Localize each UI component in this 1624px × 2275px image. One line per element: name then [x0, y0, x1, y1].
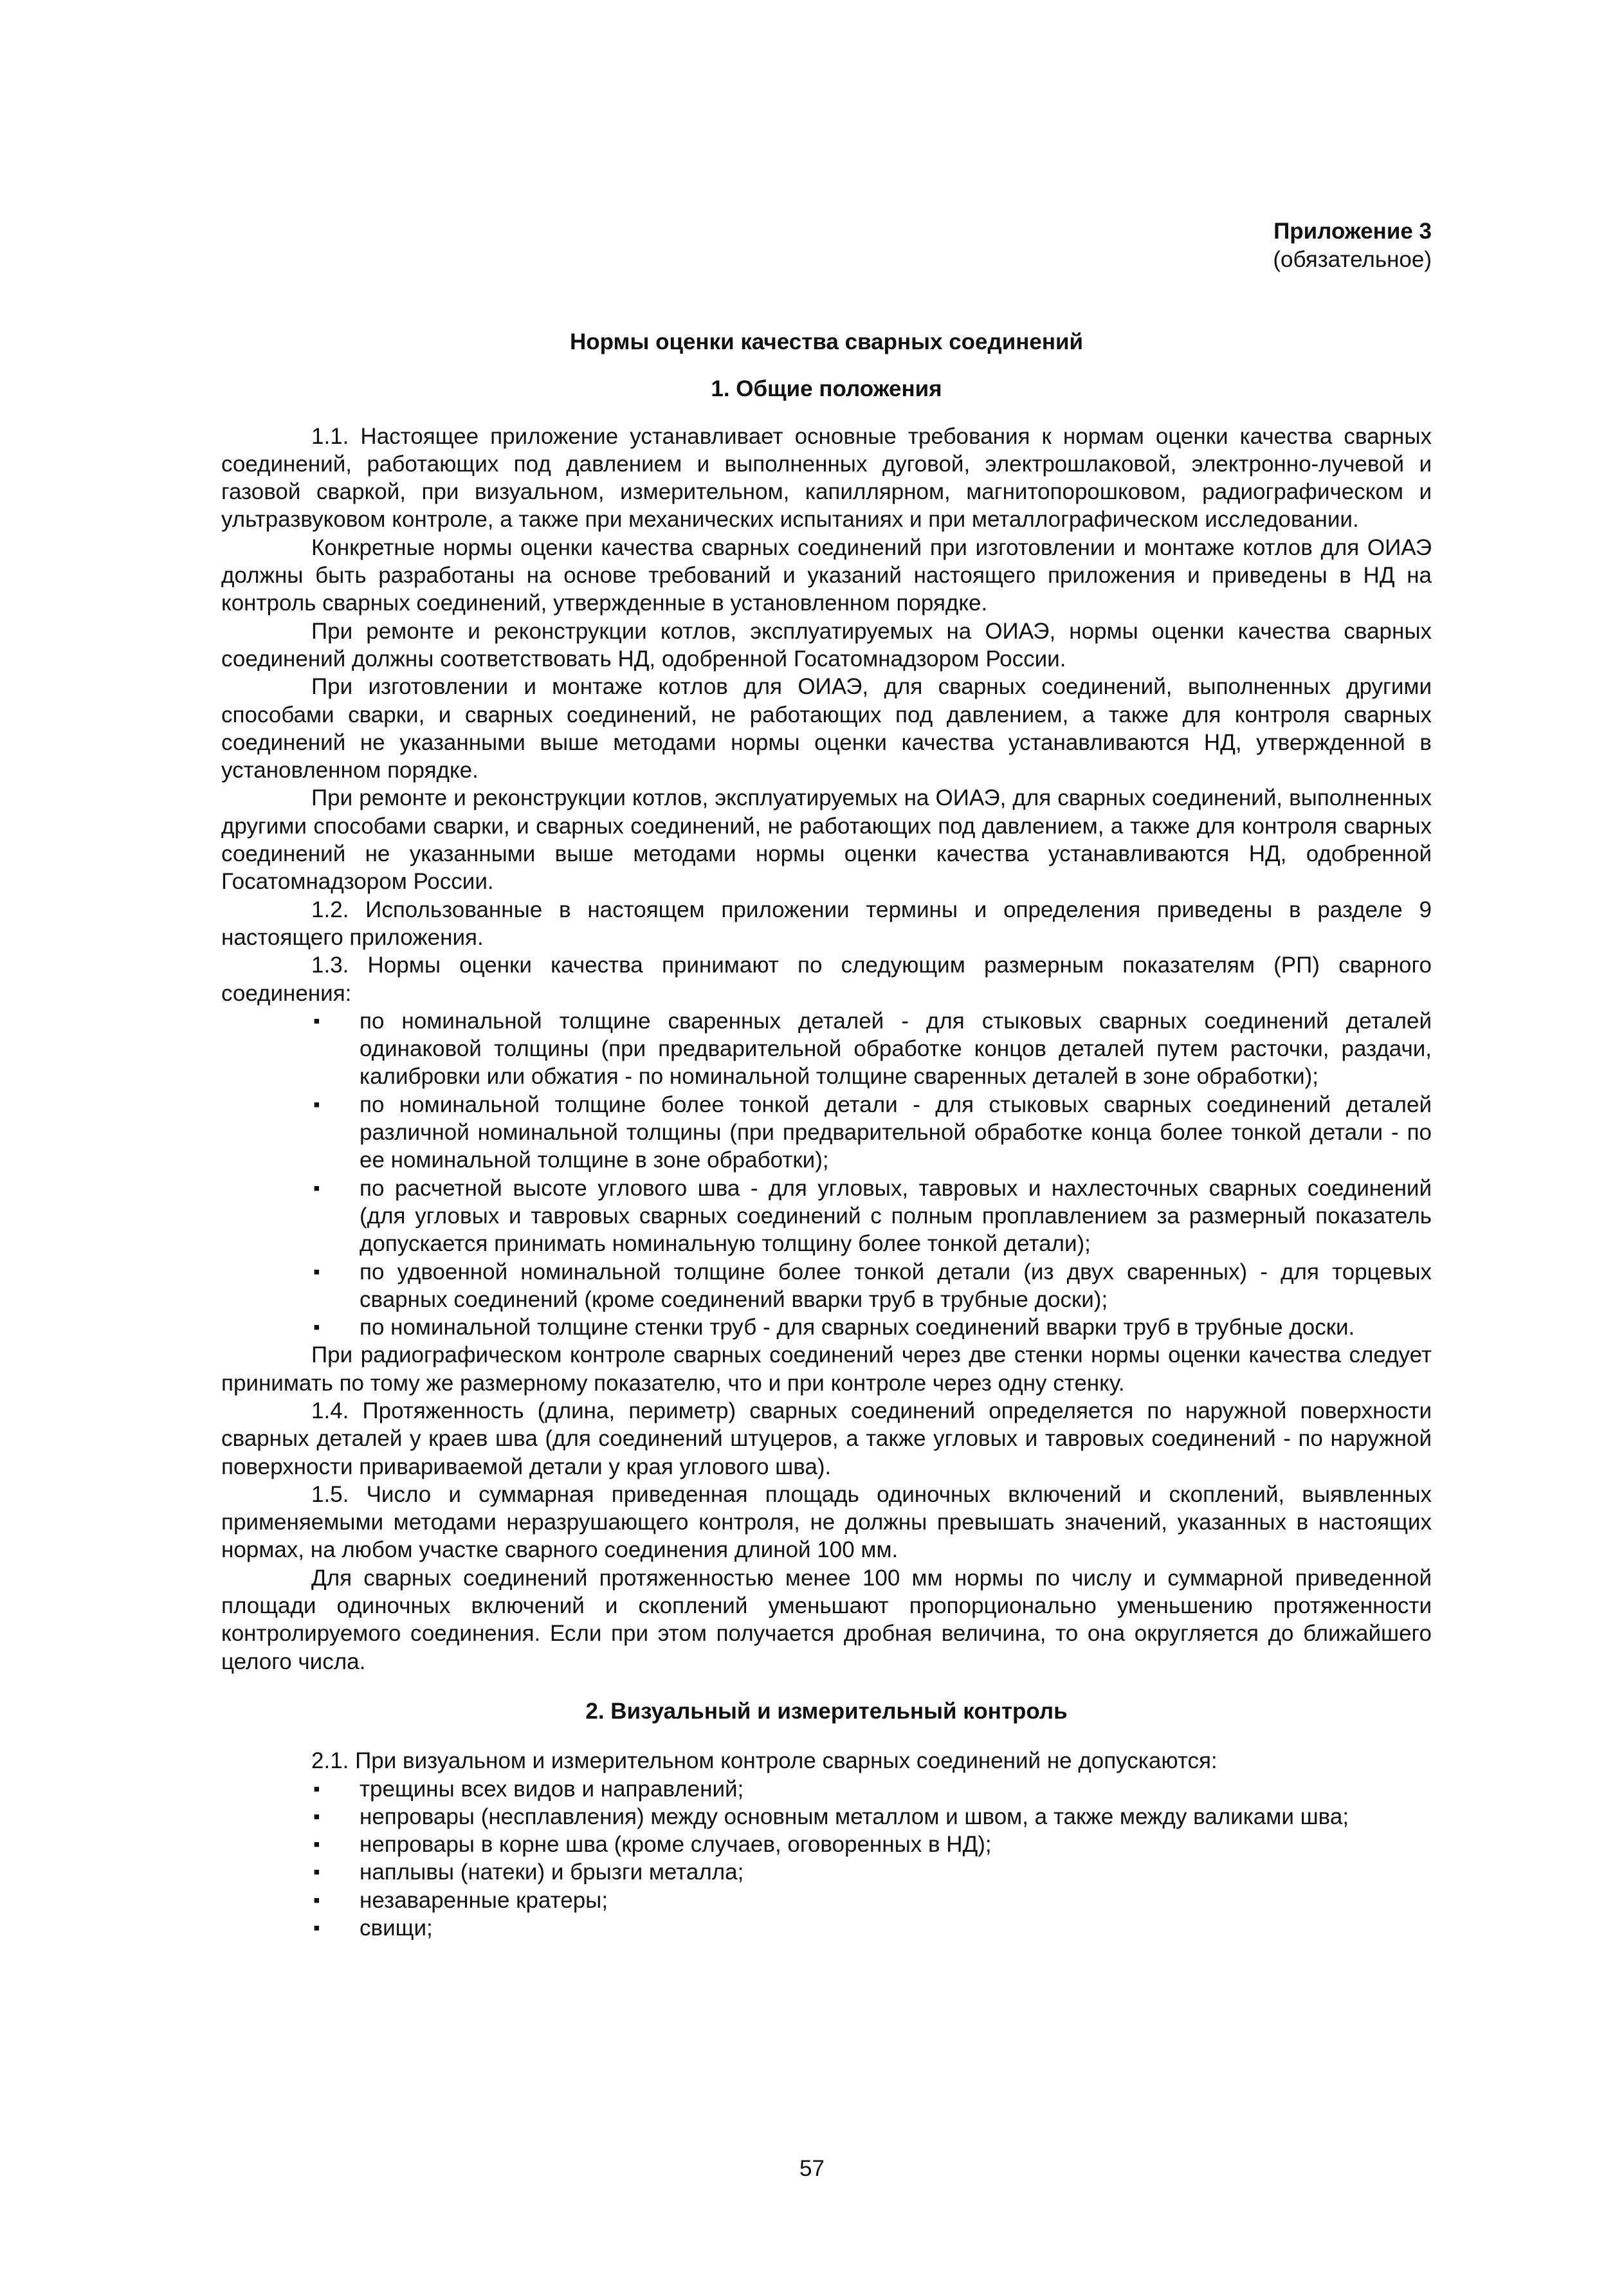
appendix-status: (обязательное): [1273, 247, 1432, 272]
defects-list: [221, 1775, 1432, 1942]
bullet-icon: ▪: [313, 1834, 320, 1856]
document-body: [221, 212, 1432, 1942]
list-item: [221, 1858, 1432, 1886]
list-item: [221, 1775, 1432, 1803]
paragraph-1-4: 1.4. Протяженность (длина, периметр) сварных соединений определяется по наружной поверхности сварных деталей у краев шва (для соединений штуцеров, а также угловых и тавровых соединений - по наружной поверхности привариваемой детали у края углового шва).: [221, 1398, 1432, 1479]
rp-list: [221, 1007, 1432, 1342]
paragraph-2-1: 2.1. При визуальном и измерительном контроле сварных соединений не допускаются:: [311, 1748, 1218, 1774]
bullet-icon: ▪: [313, 1261, 320, 1283]
bullet-icon: ▪: [313, 1889, 320, 1911]
paragraph-specific-norms: Конкретные нормы оценки качества сварных соединений при изготовлении и монтаже котлов для ОИАЭ должны быть разработаны на основе требований и указаний настоящего приложения и приведены в НД на контроль сварных соединений, утвержденные в установленном порядке.: [221, 534, 1432, 616]
list-item-text: незаваренные кратеры;: [360, 1887, 608, 1913]
list-item-text: по номинальной толщине сваренных деталей - для стыковых сварных соединений деталей одинаковой толщины (при предварительной обработке концов деталей путем расточки, раздачи, калибровки или обжатия - по номинальной толщине сваренных деталей в зоне обработки);: [360, 1008, 1432, 1090]
bullet-icon: ▪: [313, 1093, 320, 1115]
list-item: [221, 1174, 1432, 1258]
page-number: 57: [799, 2156, 825, 2181]
paragraph-radiographic: При радиографическом контроле сварных соединений через две стенки нормы оценки качества следует принимать по тому же размерному показателю, что и при контроле через одну стенку.: [221, 1342, 1432, 1396]
paragraph-repair-norms: При ремонте и реконструкции котлов, эксплуатируемых на ОИАЭ, нормы оценки качества сварных соединений должны соответствовать НД, одобренной Госатомнадзором России.: [221, 618, 1432, 672]
list-item: [221, 1007, 1432, 1091]
bullet-icon: ▪: [313, 1317, 320, 1339]
section-2-heading: 2. Визуальный и измерительный контроль: [585, 1698, 1068, 1724]
list-item-text: наплывы (натеки) и брызги металла;: [360, 1859, 744, 1885]
list-item-text: по номинальной толщине более тонкой детали - для стыковых сварных соединений деталей различной номинальной толщины (при предварительной обработке конца более тонкой детали - по ее номинальной толщине в зоне обработки);: [360, 1092, 1432, 1173]
paragraph-other-methods: При изготовлении и монтаже котлов для ОИАЭ, для сварных соединений, выполненных другими способами сварки, и сварных соединений, не работающих под давлением, а также для контроля сварных соединений не указанными выше методами нормы оценки качества устанавливаются НД, утвержденной в установленном порядке.: [221, 674, 1432, 783]
paragraph-short-joints: Для сварных соединений протяженностью менее 100 мм нормы по числу и суммарной приведенной площади одиночных включений и скоплений уменьшают пропорционально уменьшению протяженности контролируемого соединения. Если при этом получается дробная величина, то она округляется до ближайшего целого числа.: [221, 1565, 1432, 1674]
list-item-text: по номинальной толщине стенки труб - для сварных соединений вварки труб в трубные доски.: [360, 1315, 1355, 1340]
list-item-text: свищи;: [360, 1915, 433, 1941]
bullet-icon: ▪: [313, 1010, 320, 1032]
paragraph-1-1: 1.1. Настоящее приложение устанавливает основные требования к нормам оценки качества сварных соединений, работающих под давлением и выполненных дуговой, электрошлаковой, электронно-лучевой и газовой сваркой, при визуальном, измерительном, капиллярном, магнитопорошковом, радиографическом и ультразвуковом контроле, а также при механических испытаниях и при металлографическом исследовании.: [221, 423, 1432, 533]
list-item: [221, 1914, 1432, 1942]
bullet-icon: ▪: [313, 1778, 320, 1800]
list-item-text: по расчетной высоте углового шва - для угловых, тавровых и нахлесточных сварных соединений (для угловых и тавровых сварных соединений с полным проплавлением за размерный показатель допускается принимать номинальную толщину более тонкой детали);: [360, 1175, 1432, 1257]
bullet-icon: ▪: [313, 1861, 320, 1883]
bullet-icon: ▪: [313, 1177, 320, 1199]
paragraph-1-3: 1.3. Нормы оценки качества принимают по следующим размерным показателям (РП) сварного соединения:: [221, 953, 1432, 1006]
paragraph-1-2: 1.2. Использованные в настоящем приложении термины и определения приведены в разделе 9 настоящего приложения.: [221, 897, 1432, 950]
list-item-text: по удвоенной номинальной толщине более тонкой детали (из двух сваренных) - для торцевых сварных соединений (кроме соединений вварки труб в трубные доски);: [360, 1259, 1432, 1312]
list-item-text: трещины всех видов и направлений;: [360, 1776, 744, 1802]
paragraph-1-5: 1.5. Число и суммарная приведенная площадь одиночных включений и скоплений, выявленных применяемыми методами неразрушающего контроля, не должны превышать значений, указанных в настоящих нормах, на любом участке сварного соединения длиной 100 мм.: [221, 1481, 1432, 1563]
list-item: [221, 1803, 1432, 1831]
list-item: [221, 1313, 1432, 1341]
bullet-icon: ▪: [313, 1805, 320, 1827]
list-item-text: непровары (несплавления) между основным металлом и швом, а также между валиками шва;: [360, 1804, 1349, 1829]
list-item: [221, 1091, 1432, 1174]
list-item: [221, 1258, 1432, 1314]
appendix-number: Приложение 3: [1273, 219, 1432, 244]
paragraph-repair-other-methods: При ремонте и реконструкции котлов, эксплуатируемых на ОИАЭ, для сварных соединений, выполненных другими способами сварки, и сварных соединений, не работающих под давлением, а также для контроля сварных соединений не указанными выше методами нормы оценки качества устанавливаются НД, одобренной Госатомнадзором России.: [221, 785, 1432, 895]
list-item: [221, 1831, 1432, 1858]
list-item: [221, 1887, 1432, 1914]
document-title: Нормы оценки качества сварных соединений: [569, 329, 1084, 354]
list-item-text: непровары в корне шва (кроме случаев, оговоренных в НД);: [360, 1832, 992, 1858]
bullet-icon: ▪: [313, 1917, 320, 1939]
section-1-heading: 1. Общие положения: [711, 376, 942, 402]
